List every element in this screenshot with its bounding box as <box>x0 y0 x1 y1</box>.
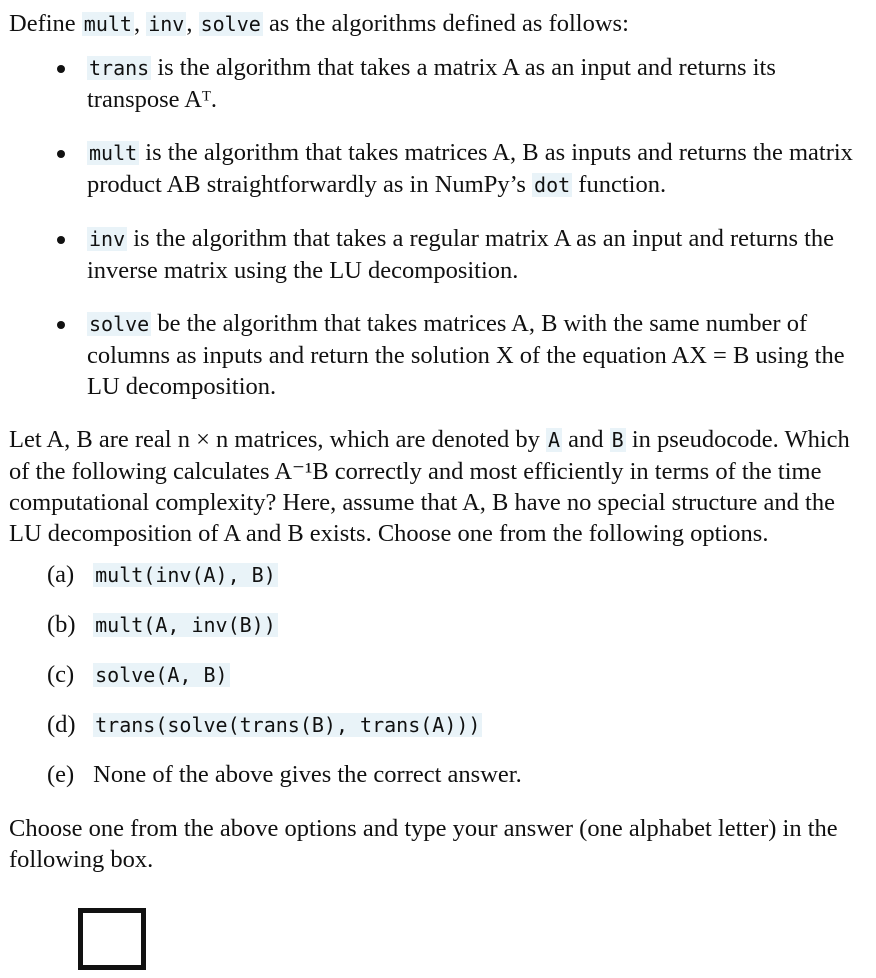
bullet-icon <box>57 236 65 244</box>
option-d: (d) trans(solve(trans(B), trans(A))) <box>47 711 481 738</box>
intro-line: Define mult, inv, solve as the algorithms defined as follows: <box>9 10 629 37</box>
bullet-icon <box>57 65 65 73</box>
code-mult: mult <box>83 12 132 36</box>
option-b: (b) mult(A, inv(B)) <box>47 611 276 638</box>
option-c: (c) solve(A, B) <box>47 661 228 688</box>
bullet-icon <box>57 150 65 158</box>
question-text: Let A, B are real n × n matrices, which are denoted by A and B in pseudocode. Which of the following calculates A⁻¹B correctly and most efficiently in terms of the time computational complexity? Here, assume that A, B have no special structure and the LU decomposition of A and B exists. Choose one from the following options. <box>9 426 850 547</box>
option-e: (e) None of the above gives the correct answer. <box>47 761 522 788</box>
answer-prompt: Choose one from the above options and type your answer (one alphabet letter) in the following box. <box>9 815 838 873</box>
answer-input-box[interactable] <box>78 908 146 970</box>
definition-item: trans is the algorithm that takes a matrix A as an input and returns its transpose Aᵀ. <box>9 52 864 115</box>
definition-item: inv is the algorithm that takes a regular matrix A as an input and returns the inverse matrix using the LU decomposition. <box>9 223 864 286</box>
problem-page <box>9 8 864 875</box>
definition-item: mult is the algorithm that takes matrices A, B as inputs and returns the matrix product AB straightforwardly as in NumPy’s dot function. <box>9 137 864 201</box>
options-list <box>9 559 864 809</box>
bullet-icon <box>57 321 65 329</box>
option-a: (a) mult(inv(A), B) <box>47 561 276 588</box>
definition-item: solve be the algorithm that takes matrices A, B with the same number of columns as inputs and return the solution X of the equation AX = B using the LU decomposition. <box>9 308 864 402</box>
code-inv: inv <box>148 12 185 36</box>
code-solve: solve <box>200 12 261 36</box>
definitions-list <box>9 52 864 402</box>
